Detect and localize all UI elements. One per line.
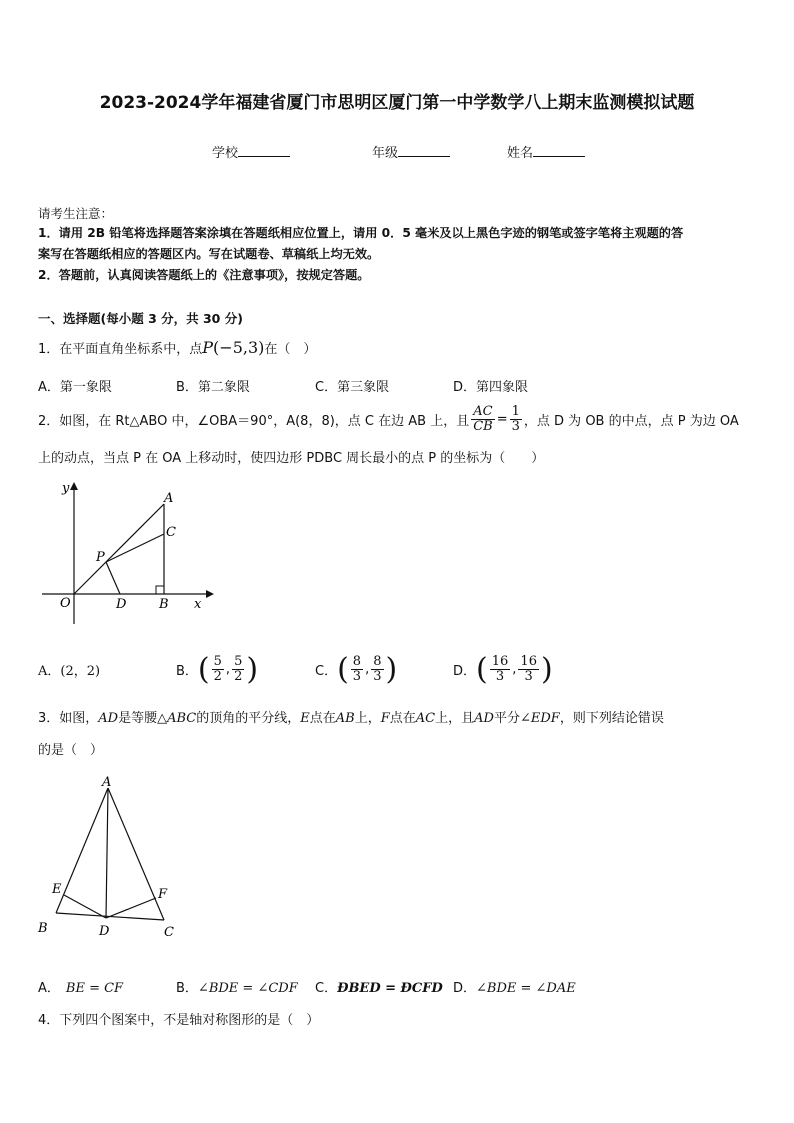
q2-line2: 上的动点，当点 P 在 OA 上移动时，使四边形 PDBC 周长最小的点 P 的坐标为（ ） <box>38 451 545 466</box>
q1-option-c: C．第三象限 <box>315 380 390 395</box>
y-axis-arrow-icon <box>70 482 78 490</box>
q3-option-c: C．ĐBED = ĐCFD <box>315 981 443 996</box>
segment-ab <box>56 788 108 913</box>
q2-option-c: C． ( $\frac{8}{3}$ , $\frac{8}{3}$ ) <box>315 651 398 687</box>
notice-line1a: 1．请用 2B 铅笔将选择题答案涂填在答题纸相应位置上，请用 0．5 毫米及以上黑色字迹的钢笔或签字笔将主观题的答 <box>38 226 684 240</box>
label-x: x <box>194 597 202 612</box>
q2b-d1: 2 <box>213 668 222 684</box>
q2c-d1: 3 <box>352 668 362 684</box>
school-blank <box>238 144 290 157</box>
q3-option-d: D．∠BDE = ∠DAE <box>453 981 576 996</box>
segment-ad <box>106 788 108 918</box>
segment-pd <box>106 562 120 594</box>
label-o: O <box>60 596 71 611</box>
q3-ad: AD <box>98 711 119 726</box>
q2d-d1: 3 <box>495 668 505 684</box>
q1-prefix: 1．在平面直角坐标系中，点 <box>38 342 203 357</box>
name-blank <box>533 144 585 157</box>
label-a: A <box>164 491 174 506</box>
grade-field <box>372 142 450 161</box>
q2-fraction-one-third <box>510 405 522 433</box>
notice-line2: 2．答题前，认真阅读答题纸上的《注意事项》，按规定答题。 <box>38 268 370 282</box>
q1-coords: (−5,3) <box>213 338 265 357</box>
label-b: B <box>38 921 48 936</box>
q1-suffix: 在（ ） <box>264 342 317 357</box>
grade-blank <box>398 144 450 157</box>
q2-fraction-ac-cb <box>471 405 495 433</box>
label-f: F <box>158 887 168 902</box>
q1-option-d: D．第四象限 <box>453 380 529 395</box>
label-a: A <box>102 775 112 790</box>
q2c-d2: 3 <box>373 668 382 684</box>
q2b-n1: 5 <box>213 653 222 669</box>
q1-option-a: A．第一象限 <box>38 380 112 395</box>
q3-triangle-abc: △ABC <box>157 711 197 726</box>
segment-oa <box>74 504 164 594</box>
question-3-line1: 3．如图，AD是等腰△ABC的顶角的平分线，E点在AB上，F点在AC上，且AD平分∠EDF，则下列结论错误 <box>38 711 664 726</box>
q2b-d2: 2 <box>234 668 243 684</box>
q1-option-b: B．第二象限 <box>176 380 250 395</box>
q2-option-d: D． ( $\frac{16}{3}$ , $\frac{16}{3}$ ) <box>453 651 553 687</box>
label-c: C <box>166 525 176 540</box>
q2d-n1: 16 <box>491 653 509 669</box>
q2-option-c-label: C． <box>315 663 338 679</box>
q2-frac1-num: AC <box>473 403 493 419</box>
section-heading: 一、选择题(每小题 3 分，共 30 分) <box>38 311 243 326</box>
name-field <box>507 142 585 161</box>
label-c: C <box>164 925 174 940</box>
q2-option-d-label: D． <box>453 663 477 679</box>
x-axis-arrow-icon <box>206 590 214 598</box>
q2-figure <box>36 476 216 626</box>
q3-angle-edf: ∠EDF <box>519 711 560 726</box>
label-p: P <box>96 550 105 565</box>
label-e: E <box>52 882 62 897</box>
school-field <box>212 142 290 161</box>
q2-part1: 2．如图，在 Rt△ABO 中，∠OBA＝90°，A(8，8)，点 C 在边 AB 上，且 <box>38 413 470 429</box>
segment-df <box>106 898 156 918</box>
question-2-line1 <box>38 397 739 441</box>
name-label: 姓名 <box>507 146 534 161</box>
q2-option-b-label: B． <box>176 663 198 679</box>
q2c-n2: 8 <box>373 653 382 669</box>
label-d: D <box>99 924 110 939</box>
q3-figure <box>36 770 186 942</box>
right-angle-mark <box>156 586 164 594</box>
notice-heading: 请考生注意： <box>38 206 114 221</box>
q2-equals: = <box>496 411 508 427</box>
q1-point: P <box>202 338 214 357</box>
q2b-n2: 5 <box>234 653 243 669</box>
school-label: 学校 <box>212 146 239 161</box>
q2c-n1: 8 <box>352 653 362 669</box>
q2-frac2-num: 1 <box>511 403 520 419</box>
q3-option-a: A． BE = CF <box>38 981 124 996</box>
segment-ac <box>108 788 164 920</box>
notice-line1b: 案写在答题纸相应的答题区内。写在试题卷、草稿纸上均无效。 <box>38 247 380 261</box>
q3-line2: 的是（ ） <box>38 743 104 758</box>
q2-option-b: B． ( $\frac{5}{2}$ , $\frac{5}{2}$ ) <box>176 651 259 687</box>
question-4: 4．下列四个图案中，不是轴对称图形的是（ ） <box>38 1013 320 1028</box>
q2-part2: ，点 D 为 OB 的中点，点 P 为边 OA <box>523 413 739 429</box>
label-d: D <box>116 597 127 612</box>
q2d-d2: 3 <box>524 668 533 684</box>
grade-label: 年级 <box>372 146 399 161</box>
question-1 <box>38 338 316 357</box>
segment-pc <box>106 534 164 562</box>
label-y: y <box>62 481 70 496</box>
page-title: 2023-2024学年福建省厦门市思明区厦门第一中学数学八上期末监测模拟试题 <box>99 93 695 113</box>
q2-frac2-den: 3 <box>511 418 520 434</box>
q3-option-b: B．∠BDE = ∠CDF <box>176 981 298 996</box>
q2-frac1-den: CB <box>473 418 493 434</box>
label-b: B <box>159 597 169 612</box>
q2d-n2: 16 <box>520 653 537 669</box>
q2-option-a: A．(2，2) <box>38 664 101 679</box>
